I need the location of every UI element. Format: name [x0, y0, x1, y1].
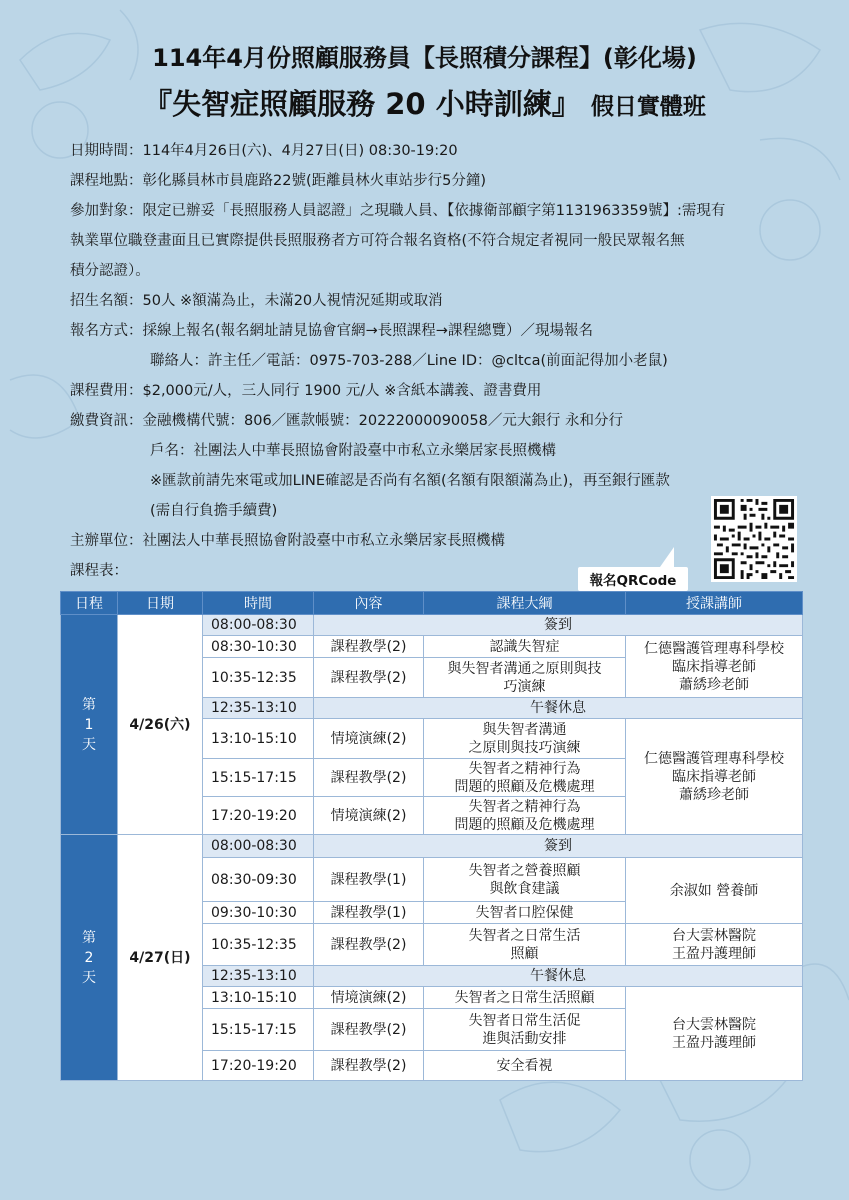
content-cell: 情境演練(2): [314, 987, 424, 1009]
audience-label: 參加對象：: [70, 203, 143, 219]
header-teacher: 授課講師: [626, 592, 803, 615]
span-cell: 簽到: [314, 835, 803, 858]
title-line-2: [0, 82, 849, 123]
course-info: [70, 136, 810, 586]
schedule-label-row: [70, 556, 810, 586]
outline-cell: 失智者之營養照顧 與飲食建議: [424, 858, 626, 902]
header-content: 內容: [314, 592, 424, 615]
date-row: [70, 136, 810, 166]
fee-value: $2,000元/人，三人同行 1900 元/人 ※含紙本講義、證書費用: [142, 383, 542, 399]
time-cell: 08:00-08:30: [203, 615, 314, 636]
audience-line-2: 執業單位職登畫面且已實際提供長照服務者方可符合報名資格(不符合規定者視同一般民眾報名無: [70, 233, 685, 249]
fee-label: 課程費用：: [70, 383, 143, 399]
time-cell: 17:20-19:20: [203, 1051, 314, 1081]
payment-row: [70, 406, 810, 436]
content-cell: 情境演練(2): [314, 797, 424, 835]
content-cell: 課程教學(2): [314, 924, 424, 966]
register-value: 採線上報名(報名網址請見協會官網→長照課程→課程總覽）／現場報名: [142, 323, 593, 339]
outline-cell: 安全看視: [424, 1051, 626, 1081]
audience-line-1: 限定已辦妥「長照服務人員認證」之現職人員、【依據衛部顧字第1131963359號】:需現有: [142, 203, 726, 219]
time-cell: 13:10-15:10: [203, 719, 314, 759]
content-cell: 課程教學(2): [314, 1051, 424, 1081]
quota-value: 50人 ※額滿為止，未滿20人視情況延期或取消: [142, 293, 443, 309]
teacher-cell: 余淑如 營養師: [626, 858, 803, 924]
header-day: 日程: [61, 592, 118, 615]
location-row: [70, 166, 810, 196]
contact-line: 聯絡人：許主任／電話：0975-703-288／Line ID：@cltca(前面記得加小老鼠): [150, 353, 668, 369]
organizer-value: 社團法人中華長照協會附設臺中市私立永樂居家長照機構: [142, 533, 505, 549]
table-row: [61, 835, 803, 858]
organizer-label: 主辦單位：: [70, 533, 143, 549]
time-cell: 10:35-12:35: [203, 924, 314, 966]
day-1-date: 4/26(六): [118, 615, 203, 835]
date-value: 114年4月26日(六)、4月27日(日) 08:30-19:20: [142, 143, 458, 159]
fee-row: [70, 376, 810, 406]
date-label: 日期時間：: [70, 143, 143, 159]
outline-cell: 失智者口腔保健: [424, 902, 626, 924]
time-cell: 08:30-10:30: [203, 636, 314, 658]
quota-row: [70, 286, 810, 316]
registration-qr-code[interactable]: [711, 496, 797, 582]
header-time: 時間: [203, 592, 314, 615]
outline-cell: 失智者之日常生活 照顧: [424, 924, 626, 966]
outline-cell: 失智者之日常生活照顧: [424, 987, 626, 1009]
qr-label-pointer: [660, 547, 674, 567]
time-cell: 08:00-08:30: [203, 835, 314, 858]
table-row: [61, 615, 803, 636]
content-cell: 課程教學(1): [314, 858, 424, 902]
time-cell: 12:35-13:10: [203, 698, 314, 719]
teacher-cell: 台大雲林醫院 王盈丹護理師: [626, 987, 803, 1081]
day-2-cell: 第 2 天: [61, 835, 118, 1081]
audience-line-3: 積分認證）。: [70, 263, 150, 279]
qr-label: 報名QRCode: [578, 567, 688, 591]
outline-cell: 認識失智症: [424, 636, 626, 658]
title-suffix: 假日實體班: [590, 94, 706, 120]
time-cell: 08:30-09:30: [203, 858, 314, 902]
span-cell: 簽到: [314, 615, 803, 636]
time-cell: 15:15-17:15: [203, 759, 314, 797]
register-row: [70, 316, 810, 346]
payment-label: 繳費資訊：: [70, 413, 143, 429]
content-cell: 課程教學(2): [314, 759, 424, 797]
qr-code-icon: [711, 496, 797, 582]
time-cell: 15:15-17:15: [203, 1009, 314, 1051]
time-cell: 12:35-13:10: [203, 966, 314, 987]
teacher-cell: 台大雲林醫院 王盈丹護理師: [626, 924, 803, 966]
location-value: 彰化縣員林市員鹿路22號(距離員林火車站步行5分鐘): [142, 173, 486, 189]
location-label: 課程地點：: [70, 173, 143, 189]
outline-cell: 失智者日常生活促 進與活動安排: [424, 1009, 626, 1051]
outline-cell: 失智者之精神行為 問題的照顧及危機處理: [424, 759, 626, 797]
table-header-row: [61, 592, 803, 615]
content-cell: 課程教學(1): [314, 902, 424, 924]
content-cell: 課程教學(2): [314, 658, 424, 698]
content-cell: 課程教學(2): [314, 1009, 424, 1051]
organizer-row: [70, 526, 810, 556]
time-cell: 10:35-12:35: [203, 658, 314, 698]
day-1-cell: 第 1 天: [61, 615, 118, 835]
time-cell: 13:10-15:10: [203, 987, 314, 1009]
title-main: 『失智症照顧服務 20 小時訓練』: [143, 87, 581, 121]
span-cell: 午餐休息: [314, 698, 803, 719]
payment-note-2: (需自行負擔手續費): [150, 503, 278, 519]
header-date: 日期: [118, 592, 203, 615]
title-line-1: 114年4月份照顧服務員【長照積分課程】(彰化場): [152, 44, 697, 72]
outline-cell: 與失智者溝通之原則與技 巧演練: [424, 658, 626, 698]
outline-cell: 與失智者溝通 之原則與技巧演練: [424, 719, 626, 759]
content-cell: 情境演練(2): [314, 719, 424, 759]
header-outline: 課程大綱: [424, 592, 626, 615]
time-cell: 09:30-10:30: [203, 902, 314, 924]
time-cell: 17:20-19:20: [203, 797, 314, 835]
outline-cell: 失智者之精神行為 問題的照顧及危機處理: [424, 797, 626, 835]
account-name: 戶名：社團法人中華長照協會附設臺中市私立永樂居家長照機構: [150, 443, 556, 459]
payment-value: 金融機構代號：806／匯款帳號：20222000090058／元大銀行 永和分行: [142, 413, 623, 429]
teacher-cell: 仁德醫護管理專科學校 臨床指導老師 蕭綉珍老師: [626, 636, 803, 698]
register-label: 報名方式：: [70, 323, 143, 339]
schedule-label: 課程表：: [70, 563, 128, 579]
content-cell: 課程教學(2): [314, 636, 424, 658]
day-2-date: 4/27(日): [118, 835, 203, 1081]
audience-row: [70, 196, 810, 226]
teacher-cell: 仁德醫護管理專科學校 臨床指導老師 蕭綉珍老師: [626, 719, 803, 835]
payment-note-1: ※匯款前請先來電或加LINE確認是否尚有名額(名額有限額滿為止)，再至銀行匯款: [150, 473, 670, 489]
course-schedule-table: [60, 591, 803, 1081]
span-cell: 午餐休息: [314, 966, 803, 987]
quota-label: 招生名額：: [70, 293, 143, 309]
